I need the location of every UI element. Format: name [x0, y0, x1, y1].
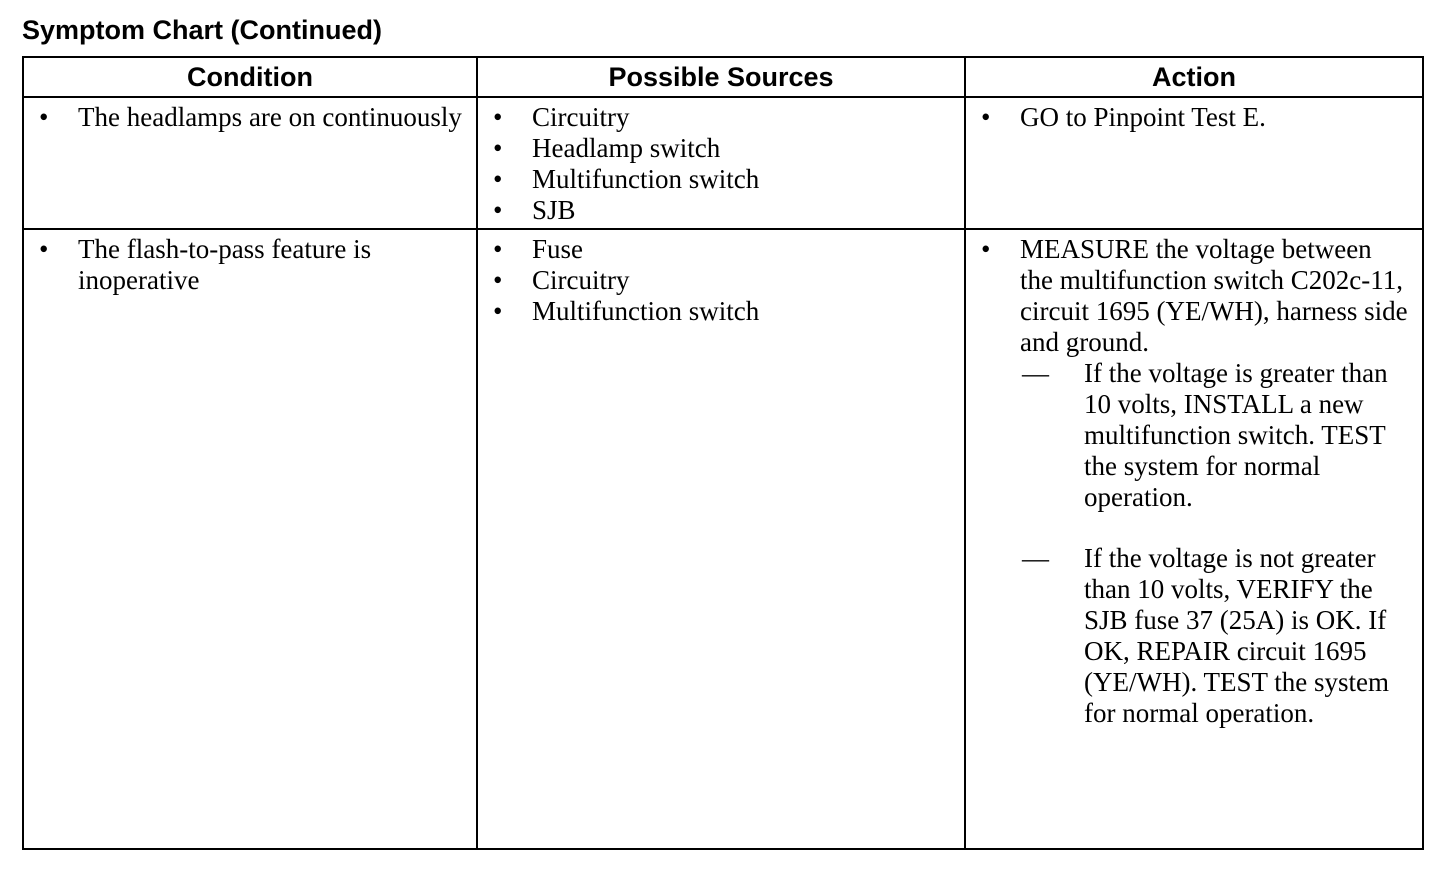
condition-item: • The flash-to-pass feature is inoperative — [36, 234, 464, 296]
condition-item: • The headlamps are on continuously — [36, 102, 464, 133]
page-title: Symptom Chart (Continued) — [22, 15, 382, 45]
source-item: • Headlamp switch — [490, 133, 952, 164]
column-header-action: Action — [965, 57, 1423, 97]
action-cell — [965, 229, 1423, 849]
table-row — [23, 229, 1423, 849]
sub-action-item: — If the voltage is greater than 10 volts, INSTALL a new multifunction switch. TEST the system for normal operation. — [1020, 358, 1410, 513]
action-item: • GO to Pinpoint Test E. — [978, 102, 1410, 133]
source-item: • Multifunction switch — [490, 296, 952, 327]
source-item: • Multifunction switch — [490, 164, 952, 195]
action-step-text: • MEASURE the voltage between the multifunction switch C202c-11, circuit 1695 (YE/WH), harness side and ground. — [1020, 234, 1408, 357]
column-header-possible-sources: Possible Sources — [477, 57, 965, 97]
source-item: • Fuse — [490, 234, 952, 265]
source-item: • SJB — [490, 195, 952, 226]
table-header-row — [23, 57, 1423, 97]
source-item: • Circuitry — [490, 265, 952, 296]
sub-action-item: — If the voltage is not greater than 10 volts, VERIFY the SJB fuse 37 (25A) is OK. If OK, REPAIR circuit 1695 (YE/WH). TEST the system for normal operation. — [1020, 543, 1410, 729]
action-item — [978, 234, 1410, 729]
symptom-chart-table — [22, 56, 1424, 850]
sources-cell — [477, 97, 965, 229]
table-row — [23, 97, 1423, 229]
sources-cell — [477, 229, 965, 849]
column-header-condition: Condition — [23, 57, 477, 97]
condition-cell — [23, 97, 477, 229]
action-cell — [965, 97, 1423, 229]
source-item: • Circuitry — [490, 102, 952, 133]
condition-cell — [23, 229, 477, 849]
